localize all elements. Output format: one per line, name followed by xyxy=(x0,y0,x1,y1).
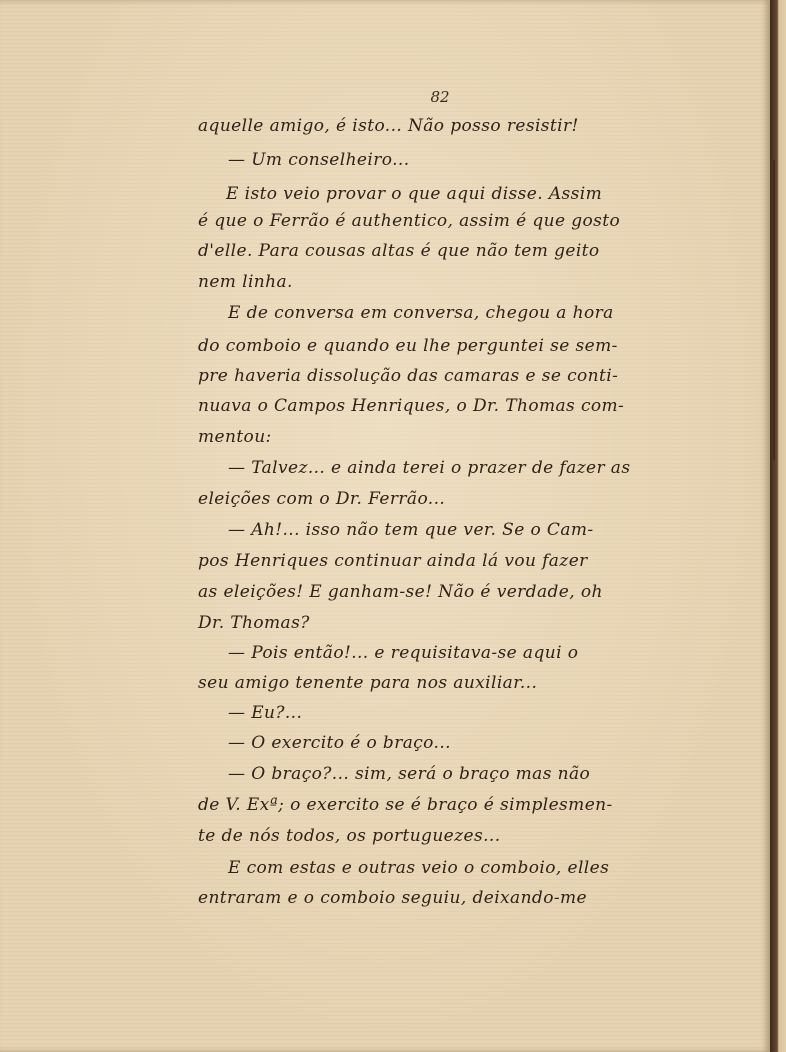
text-line: do comboio e quando eu lhe perguntei se sem- xyxy=(198,336,618,356)
text-line: Dr. Thomas? xyxy=(198,613,310,633)
text-line: as eleições! E ganham-se! Não é verdade, oh xyxy=(198,582,603,602)
text-line: — Ah!... isso não tem que ver. Se o Cam- xyxy=(228,520,594,540)
text-line: de V. Exª; o exercito se é braço é simplesmen- xyxy=(198,795,613,815)
binding-shadow xyxy=(773,160,775,460)
text-line: — O braço?... sim, será o braço mas não xyxy=(228,764,591,784)
text-line: pre haveria dissolução das camaras e se conti- xyxy=(198,366,619,386)
text-line: entraram e o comboio seguiu, deixando-me xyxy=(198,888,587,908)
text-line: mentou: xyxy=(198,427,272,447)
text-line: eleições com o Dr. Ferrão... xyxy=(198,489,446,509)
text-line: seu amigo tenente para nos auxiliar... xyxy=(198,673,538,693)
text-line: E isto veio provar o que aqui disse. Assim xyxy=(226,184,603,204)
text-line: — O exercito é o braço... xyxy=(228,733,451,753)
text-line: pos Henriques continuar ainda lá vou fazer xyxy=(198,551,588,571)
text-line: E com estas e outras veio o comboio, elles xyxy=(228,858,610,878)
text-line: nem linha. xyxy=(198,272,293,292)
text-line: E de conversa em conversa, chegou a hora xyxy=(228,303,614,323)
text-line: — Eu?... xyxy=(228,703,303,723)
page-edge xyxy=(770,0,786,1052)
text-line: — Um conselheiro... xyxy=(228,150,410,170)
page-number: 82 xyxy=(430,88,450,106)
text-line: é que o Ferrão é authentico, assim é que gosto xyxy=(198,211,621,231)
text-line: te de nós todos, os portuguezes... xyxy=(198,826,501,846)
text-line: — Pois então!... e requisitava-se aqui o xyxy=(228,643,579,663)
text-line: aquelle amigo, é isto... Não posso resistir! xyxy=(198,116,579,136)
text-line: nuava o Campos Henriques, o Dr. Thomas com- xyxy=(198,396,625,416)
text-line: — Talvez... e ainda terei o prazer de fazer as xyxy=(228,458,631,478)
text-line: d'elle. Para cousas altas é que não tem geito xyxy=(198,241,600,261)
